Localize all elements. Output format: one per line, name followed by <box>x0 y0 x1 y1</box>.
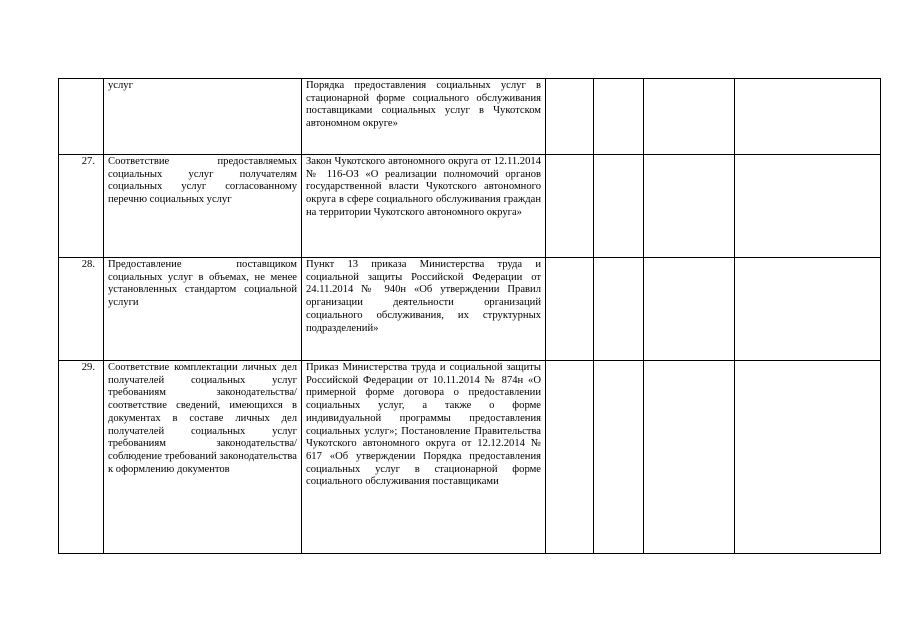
empty-cell <box>644 361 735 554</box>
criterion-cell: услуг <box>104 79 302 155</box>
empty-cell <box>644 155 735 258</box>
empty-cell <box>644 79 735 155</box>
empty-cell <box>735 258 881 361</box>
empty-cell <box>594 361 644 554</box>
table-row <box>59 79 881 155</box>
empty-cell <box>546 155 594 258</box>
empty-cell <box>735 361 881 554</box>
row-number: 27. <box>59 155 104 258</box>
empty-cell <box>735 79 881 155</box>
legal-basis-cell: Порядка предоставления социальных услуг в стационарной форме социального обслуживания поставщиками социальных услуг в Чукотском автономном округе» <box>302 79 546 155</box>
criterion-cell: Предоставление поставщиком социальных услуг в объемах, не менее установленных стандартом социальной услуги <box>104 258 302 361</box>
table-row <box>59 155 881 258</box>
row-number <box>59 79 104 155</box>
empty-cell <box>594 155 644 258</box>
empty-cell <box>735 155 881 258</box>
legal-basis-cell: Закон Чукотского автономного округа от 12.11.2014 № 116-ОЗ «О реализации полномочий органов государственной власти Чукотского автономного округа в сфере социального обслуживания граждан на территории Чукотского автономного округа» <box>302 155 546 258</box>
empty-cell <box>546 361 594 554</box>
empty-cell <box>546 258 594 361</box>
table-row <box>59 361 881 554</box>
row-number: 29. <box>59 361 104 554</box>
empty-cell <box>546 79 594 155</box>
legal-basis-cell: Пункт 13 приказа Министерства труда и социальной защиты Российской Федерации от 24.11.2014 № 940н «Об утверждении Правил организации деятельности организаций социального обслуживания, их структурных подразделений» <box>302 258 546 361</box>
row-number: 28. <box>59 258 104 361</box>
empty-cell <box>644 258 735 361</box>
empty-cell <box>594 258 644 361</box>
criterion-cell: Соответствие комплектации личных дел получателей социальных услуг требованиям законодательства/соответствие сведений, имеющихся в документах в составе личных дел получателей социальных услуг требованиям законодательства/соблюдение требований законодательства к оформлению документов <box>104 361 302 554</box>
inspection-table <box>58 78 881 554</box>
legal-basis-cell: Приказ Министерства труда и социальной защиты Российской Федерации от 10.11.2014 № 874н «О примерной форме договора о предоставлении социальных услуг, а также о форме индивидуальной программы предоставления социальных услуг»; Постановление Правительства Чукотского автономного округа от 12.12.2014 № 617 «Об утверждении Порядка предоставления социальных услуг в стационарной форме социального обслуживания поставщиками <box>302 361 546 554</box>
criterion-cell: Соответствие предоставляемых социальных услуг получателям социальных услуг согласованному перечню социальных услуг <box>104 155 302 258</box>
table-row <box>59 258 881 361</box>
empty-cell <box>594 79 644 155</box>
